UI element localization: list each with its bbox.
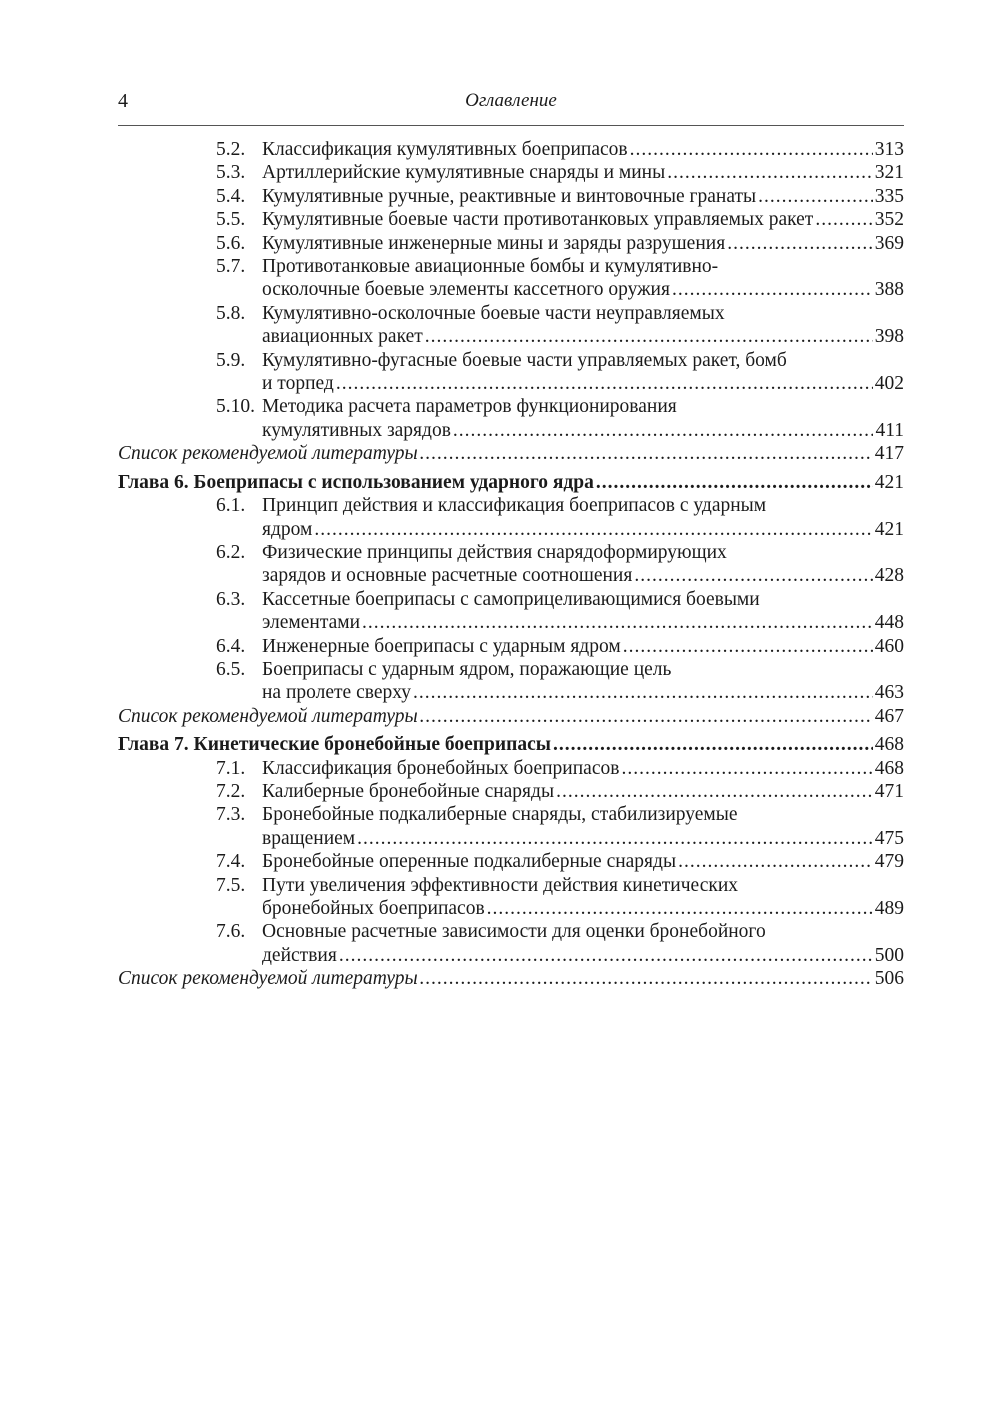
page-ref: 500 xyxy=(874,944,904,966)
toc-section-entry[interactable] xyxy=(118,803,904,850)
chapter-heading[interactable] xyxy=(118,471,904,494)
dot-leader xyxy=(487,897,873,920)
page-ref: 448 xyxy=(874,612,904,634)
section-number: 6.1. xyxy=(216,495,246,517)
page-ref: 479 xyxy=(874,851,904,873)
entry-line xyxy=(262,372,904,395)
dot-leader xyxy=(453,419,874,442)
entry-label: Список рекомендуемой литературы xyxy=(118,705,418,727)
section-number: 5.6. xyxy=(216,232,246,254)
section-number: 5.7. xyxy=(216,256,246,278)
page-ref: 489 xyxy=(874,898,904,919)
page-ref: 402 xyxy=(874,373,904,395)
entry-line xyxy=(262,827,904,850)
toc-section-entry[interactable] xyxy=(118,874,904,921)
chapter-5-sections xyxy=(118,138,904,442)
dot-leader xyxy=(420,967,873,990)
section-title: авиационных ракет xyxy=(262,326,423,348)
page-ref: 468 xyxy=(874,757,904,779)
dot-leader xyxy=(678,850,873,873)
dot-leader xyxy=(596,471,873,494)
section-title: и торпед xyxy=(262,373,334,395)
section-title: кумулятивных зарядов xyxy=(262,419,451,441)
page-ref: 335 xyxy=(874,185,904,207)
section-number: 5.4. xyxy=(216,185,246,207)
toc-section-entry[interactable] xyxy=(118,255,904,302)
section-title: вращением xyxy=(262,827,356,849)
section-title: Калиберные бронебойные снаряды xyxy=(262,780,555,802)
toc-section-entry[interactable] xyxy=(118,658,904,705)
chapter-title: Глава 6. Боеприпасы с использованием ударного ядра xyxy=(118,471,594,493)
section-number: 7.1. xyxy=(216,757,246,779)
dot-leader xyxy=(420,705,873,728)
running-title: Оглавление xyxy=(465,90,557,111)
section-number: 7.3. xyxy=(216,804,246,826)
page-number: 4 xyxy=(118,90,128,112)
section-number: 7.6. xyxy=(216,921,246,943)
section-title-line: Противотанковые авиационные бомбы и кумулятивно- xyxy=(262,256,719,278)
page-ref: 421 xyxy=(874,518,904,540)
literature-entry[interactable] xyxy=(118,442,904,465)
section-number: 6.3. xyxy=(216,588,246,610)
entry-line xyxy=(118,705,904,728)
toc-section-entry[interactable] xyxy=(118,349,904,396)
toc-section-entry[interactable] xyxy=(118,232,904,255)
section-title: Бронебойные оперенные подкалиберные снаряды xyxy=(262,851,677,873)
page-ref: 471 xyxy=(874,780,904,802)
page-ref: 467 xyxy=(874,705,904,727)
dot-leader xyxy=(556,780,873,803)
section-title: элементами xyxy=(262,612,361,634)
toc-section-entry[interactable] xyxy=(118,757,904,780)
section-title-line: Принцип действия и классификация боеприпасов с ударным xyxy=(262,495,767,517)
page-ref: 468 xyxy=(874,734,904,756)
page-ref: 463 xyxy=(874,682,904,704)
dot-leader xyxy=(758,185,873,208)
entry-line xyxy=(262,518,904,541)
entry-line xyxy=(262,419,904,442)
section-title: Артиллерийские кумулятивные снаряды и мины xyxy=(262,162,666,184)
entry-line xyxy=(118,442,904,465)
entry-line xyxy=(262,185,904,208)
page-ref: 369 xyxy=(874,232,904,254)
entry-line xyxy=(262,278,904,301)
dot-leader xyxy=(727,232,873,255)
section-title-line: Боеприпасы с ударным ядром, поражающие цель xyxy=(262,658,672,680)
dot-leader xyxy=(634,564,872,587)
section-number: 7.2. xyxy=(216,780,246,802)
section-title-line: Кумулятивно-фугасные боевые части управляемых ракет, бомб xyxy=(262,349,787,371)
page-ref: 321 xyxy=(874,162,904,184)
section-title: на пролете сверху xyxy=(262,682,411,704)
entry-line xyxy=(118,471,904,494)
entry-line xyxy=(118,967,904,990)
section-number: 6.4. xyxy=(216,635,246,657)
section-number: 5.8. xyxy=(216,302,246,324)
entry-line xyxy=(262,232,904,255)
chapter-7-sections xyxy=(118,757,904,968)
section-number: 7.4. xyxy=(216,851,246,873)
entry-line xyxy=(262,850,904,873)
entry-line xyxy=(262,780,904,803)
entry-label: Список рекомендуемой литературы xyxy=(118,968,418,990)
section-number: 5.3. xyxy=(216,162,246,184)
entry-line xyxy=(262,564,904,587)
entry-line xyxy=(262,138,904,161)
dot-leader xyxy=(667,161,873,184)
dot-leader xyxy=(362,611,873,634)
section-number: 6.5. xyxy=(216,658,246,680)
toc-section-entry[interactable] xyxy=(118,541,904,588)
section-title-line: Кумулятивно-осколочные боевые части неуправляемых xyxy=(262,302,725,324)
page-ref: 428 xyxy=(874,565,904,587)
dot-leader xyxy=(420,442,873,465)
table-of-contents xyxy=(118,138,904,991)
dot-leader xyxy=(815,208,872,231)
dot-leader xyxy=(672,278,873,301)
dot-leader xyxy=(413,681,873,704)
page-ref: 506 xyxy=(874,968,904,990)
dot-leader xyxy=(621,757,872,780)
section-title-line: Основные расчетные зависимости для оценки бронебойного xyxy=(262,921,766,943)
page-header xyxy=(118,86,904,118)
header-rule xyxy=(118,125,904,126)
page-ref: 417 xyxy=(874,443,904,465)
toc-section-entry[interactable] xyxy=(118,395,904,442)
entry-line xyxy=(262,944,904,967)
section-number: 5.2. xyxy=(216,139,246,160)
entry-label: Список рекомендуемой литературы xyxy=(118,443,418,465)
dot-leader xyxy=(623,635,873,658)
section-number: 5.10. xyxy=(216,396,255,418)
page-ref: 398 xyxy=(874,326,904,348)
toc-section-entry[interactable] xyxy=(118,494,904,541)
page-ref: 421 xyxy=(874,471,904,493)
dot-leader xyxy=(339,944,873,967)
page-ref: 313 xyxy=(874,139,904,160)
toc-section-entry[interactable] xyxy=(118,302,904,349)
section-title-line: Кассетные боеприпасы с самоприцеливающимися боевыми xyxy=(262,588,760,610)
dot-leader xyxy=(553,733,873,756)
section-number: 5.5. xyxy=(216,209,246,231)
page-ref: 475 xyxy=(874,827,904,849)
entry-line xyxy=(262,757,904,780)
entry-line xyxy=(262,635,904,658)
literature-entry[interactable] xyxy=(118,967,904,990)
section-title: бронебойных боеприпасов xyxy=(262,898,485,919)
toc-section-entry[interactable] xyxy=(118,850,904,873)
entry-line xyxy=(118,733,904,756)
toc-section-entry[interactable] xyxy=(118,635,904,658)
dot-leader xyxy=(630,138,873,161)
dot-leader xyxy=(314,518,872,541)
chapter-title: Глава 7. Кинетические бронебойные боеприпасы xyxy=(118,734,551,756)
section-title-line: Физические принципы действия снарядоформирующих xyxy=(262,541,727,563)
section-number: 5.9. xyxy=(216,349,246,371)
dot-leader xyxy=(357,827,873,850)
entry-line xyxy=(262,611,904,634)
section-title-line: Пути увеличения эффективности действия кинетических xyxy=(262,874,739,896)
dot-leader xyxy=(425,325,873,348)
toc-section-entry[interactable] xyxy=(118,185,904,208)
entry-line xyxy=(262,681,904,704)
literature-entry[interactable] xyxy=(118,705,904,728)
dot-leader xyxy=(336,372,873,395)
chapter-heading[interactable] xyxy=(118,733,904,756)
section-title: действия xyxy=(262,944,337,966)
section-number: 6.2. xyxy=(216,541,246,563)
toc-section-entry[interactable] xyxy=(118,920,904,967)
page-ref: 388 xyxy=(874,279,904,301)
section-title: Инженерные боеприпасы с ударным ядром xyxy=(262,635,621,657)
entry-line xyxy=(262,325,904,348)
page-ref: 352 xyxy=(874,209,904,231)
page-ref: 411 xyxy=(875,419,904,441)
toc-section-entry[interactable] xyxy=(118,588,904,635)
section-title: Классификация бронебойных боеприпасов xyxy=(262,757,620,779)
section-title-line: Бронебойные подкалиберные снаряды, стабилизируемые xyxy=(262,804,738,826)
entry-line xyxy=(262,897,904,920)
toc-section-entry[interactable] xyxy=(118,780,904,803)
section-title: осколочные боевые элементы кассетного оружия xyxy=(262,279,670,301)
toc-section-entry[interactable] xyxy=(118,138,904,161)
chapter-6-sections xyxy=(118,494,904,705)
section-title: Классификация кумулятивных боеприпасов xyxy=(262,139,628,160)
section-title: зарядов и основные расчетные соотношения xyxy=(262,565,633,587)
page-ref: 460 xyxy=(874,635,904,657)
section-number: 7.5. xyxy=(216,874,246,896)
entry-line xyxy=(262,161,904,184)
section-title-line: Методика расчета параметров функционирования xyxy=(262,396,677,418)
section-title: Кумулятивные ручные, реактивные и винтовочные гранаты xyxy=(262,185,757,207)
section-title: Кумулятивные инженерные мины и заряды разрушения xyxy=(262,232,726,254)
section-title: ядром xyxy=(262,518,313,540)
entry-line xyxy=(262,208,904,231)
toc-section-entry[interactable] xyxy=(118,161,904,184)
toc-section-entry[interactable] xyxy=(118,208,904,231)
section-title: Кумулятивные боевые части противотанковых управляемых ракет xyxy=(262,209,814,231)
